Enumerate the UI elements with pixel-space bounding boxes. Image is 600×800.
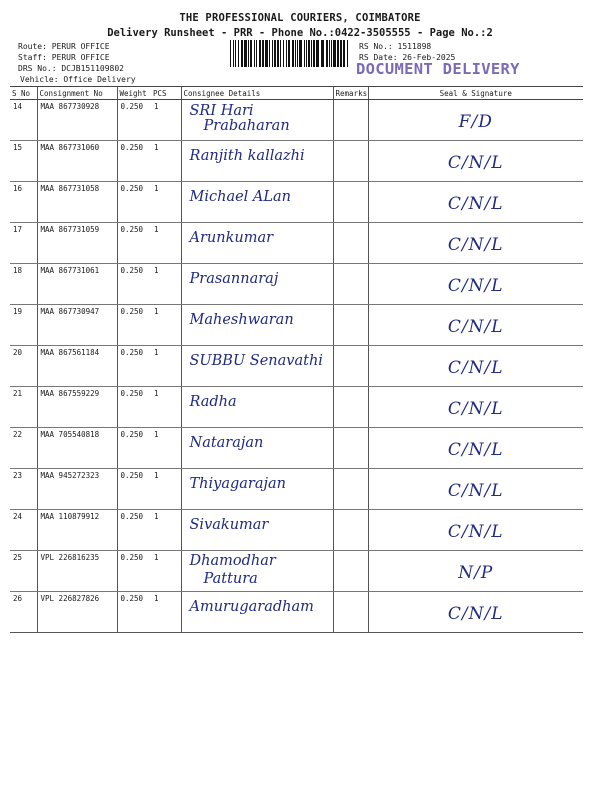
- consignee-signature: Sivakumar: [189, 517, 269, 533]
- weight-value: 0.250: [120, 389, 144, 398]
- pcs-value: 1: [154, 512, 159, 521]
- weight-value: 0.250: [120, 307, 144, 316]
- document-title: THE PROFESSIONAL COURIERS, COIMBATORE: [179, 12, 421, 24]
- serial-number: 25: [13, 553, 23, 562]
- consignee-signature: Radha: [189, 394, 237, 410]
- weight-value: 0.250: [120, 430, 144, 439]
- col-header-seal: Seal & Signature: [368, 87, 583, 100]
- consignment-number: MAA 867731061: [40, 266, 100, 275]
- weight-value: 0.250: [120, 471, 144, 480]
- col-header-consignee: Consignee Details: [181, 87, 333, 100]
- table-row: [10, 305, 583, 346]
- pcs-value: 1: [154, 348, 159, 357]
- consignee-signature: Michael ALan: [189, 189, 291, 205]
- table-row: [10, 264, 583, 305]
- pcs-value: 1: [154, 102, 159, 111]
- seal-signature: C/N/L: [447, 317, 504, 337]
- pcs-value: 1: [154, 430, 159, 439]
- consignment-number: MAA 945272323: [40, 471, 100, 480]
- consignment-number: MAA 867731058: [40, 184, 100, 193]
- seal-signature: N/P: [458, 563, 494, 583]
- seal-signature: C/N/L: [447, 440, 504, 460]
- serial-number: 24: [13, 512, 23, 521]
- serial-number: 14: [13, 102, 23, 111]
- table-row: [10, 182, 583, 223]
- consignment-number: VPL 226827826: [40, 594, 100, 603]
- col-header-weight: Weight: [117, 87, 151, 100]
- consignment-number: VPL 226816235: [40, 553, 100, 562]
- document-delivery-stamp: DOCUMENT DELIVERY: [356, 60, 520, 78]
- table-row: [10, 346, 583, 387]
- seal-signature: C/N/L: [447, 235, 504, 255]
- table-row: [10, 100, 583, 141]
- consignment-number: MAA 867731060: [40, 143, 100, 152]
- consignee-signature: Amurugaradham: [189, 599, 314, 615]
- consignment-number: MAA 867730928: [40, 102, 100, 111]
- consignee-signature: SRI Hari Prabaharan: [189, 103, 290, 134]
- runsheet-table: [10, 86, 583, 633]
- table-row: [10, 592, 583, 633]
- seal-signature: C/N/L: [447, 604, 504, 624]
- pcs-value: 1: [154, 184, 159, 193]
- serial-number: 23: [13, 471, 23, 480]
- consignee-signature: SUBBU Senavathi: [189, 353, 323, 369]
- weight-value: 0.250: [120, 225, 144, 234]
- table-row: [10, 428, 583, 469]
- pcs-value: 1: [154, 389, 159, 398]
- consignee-signature: Maheshwaran: [189, 312, 294, 328]
- serial-number: 21: [13, 389, 23, 398]
- serial-number: 26: [13, 594, 23, 603]
- weight-value: 0.250: [120, 594, 144, 603]
- weight-value: 0.250: [120, 348, 144, 357]
- serial-number: 18: [13, 266, 23, 275]
- pcs-value: 1: [154, 143, 159, 152]
- consignee-signature: Ranjith kallazhi: [189, 148, 305, 164]
- pcs-value: 1: [154, 307, 159, 316]
- consignment-number: MAA 867730947: [40, 307, 100, 316]
- weight-value: 0.250: [120, 143, 144, 152]
- serial-number: 15: [13, 143, 23, 152]
- pcs-value: 1: [154, 594, 159, 603]
- seal-signature: C/N/L: [447, 358, 504, 378]
- serial-number: 19: [13, 307, 23, 316]
- serial-number: 17: [13, 225, 23, 234]
- consignee-signature: Thiyagarajan: [189, 476, 286, 492]
- document-subtitle: Delivery Runsheet - PRR - Phone No.:0422-3505555 - Page No.:2: [107, 27, 493, 39]
- table-row: [10, 510, 583, 551]
- consignment-number: MAA 867559229: [40, 389, 100, 398]
- staff-info: Staff: PERUR OFFICE: [18, 53, 110, 62]
- consignee-signature: Natarajan: [189, 435, 264, 451]
- rs-number: RS No.: 1511898: [359, 42, 432, 51]
- weight-value: 0.250: [120, 102, 144, 111]
- weight-value: 0.250: [120, 184, 144, 193]
- consignment-number: MAA 867561184: [40, 348, 100, 357]
- col-header-sno: S No: [10, 87, 37, 100]
- consignee-signature: Arunkumar: [189, 230, 274, 246]
- seal-signature: F/D: [458, 112, 493, 132]
- consignee-signature: Dhamodhar Pattura: [189, 553, 276, 587]
- seal-signature: C/N/L: [447, 481, 504, 501]
- pcs-value: 1: [154, 471, 159, 480]
- table-row: [10, 387, 583, 428]
- seal-signature: C/N/L: [447, 399, 504, 419]
- seal-signature: C/N/L: [447, 153, 504, 173]
- seal-signature: C/N/L: [447, 276, 504, 296]
- table-row: [10, 223, 583, 264]
- consignment-number: MAA 705540818: [40, 430, 100, 439]
- rs-date: RS Date: 26-Feb-2025: [359, 53, 456, 62]
- consignment-number: MAA 110879912: [40, 512, 100, 521]
- col-header-consignment: Consignment No: [37, 87, 117, 100]
- seal-signature: C/N/L: [447, 194, 504, 214]
- route-info: Route: PERUR OFFICE: [18, 42, 110, 51]
- col-header-remarks: Remarks: [333, 87, 368, 100]
- table-header-row: [10, 87, 583, 100]
- weight-value: 0.250: [120, 266, 144, 275]
- table-row: [10, 141, 583, 182]
- drs-number: DRS No.: DCJB151109802: [18, 64, 124, 73]
- col-header-pcs: PCS: [151, 87, 181, 100]
- weight-value: 0.250: [120, 553, 144, 562]
- pcs-value: 1: [154, 553, 159, 562]
- weight-value: 0.250: [120, 512, 144, 521]
- pcs-value: 1: [154, 266, 159, 275]
- serial-number: 20: [13, 348, 23, 357]
- pcs-value: 1: [154, 225, 159, 234]
- serial-number: 22: [13, 430, 23, 439]
- consignment-number: MAA 867731059: [40, 225, 100, 234]
- vehicle-info: Vehicle: Office Delivery: [20, 75, 136, 84]
- consignee-signature: Prasannaraj: [189, 271, 279, 287]
- table-row: [10, 469, 583, 510]
- table-row: [10, 551, 583, 592]
- serial-number: 16: [13, 184, 23, 193]
- seal-signature: C/N/L: [447, 522, 504, 542]
- barcode-icon: [230, 40, 348, 67]
